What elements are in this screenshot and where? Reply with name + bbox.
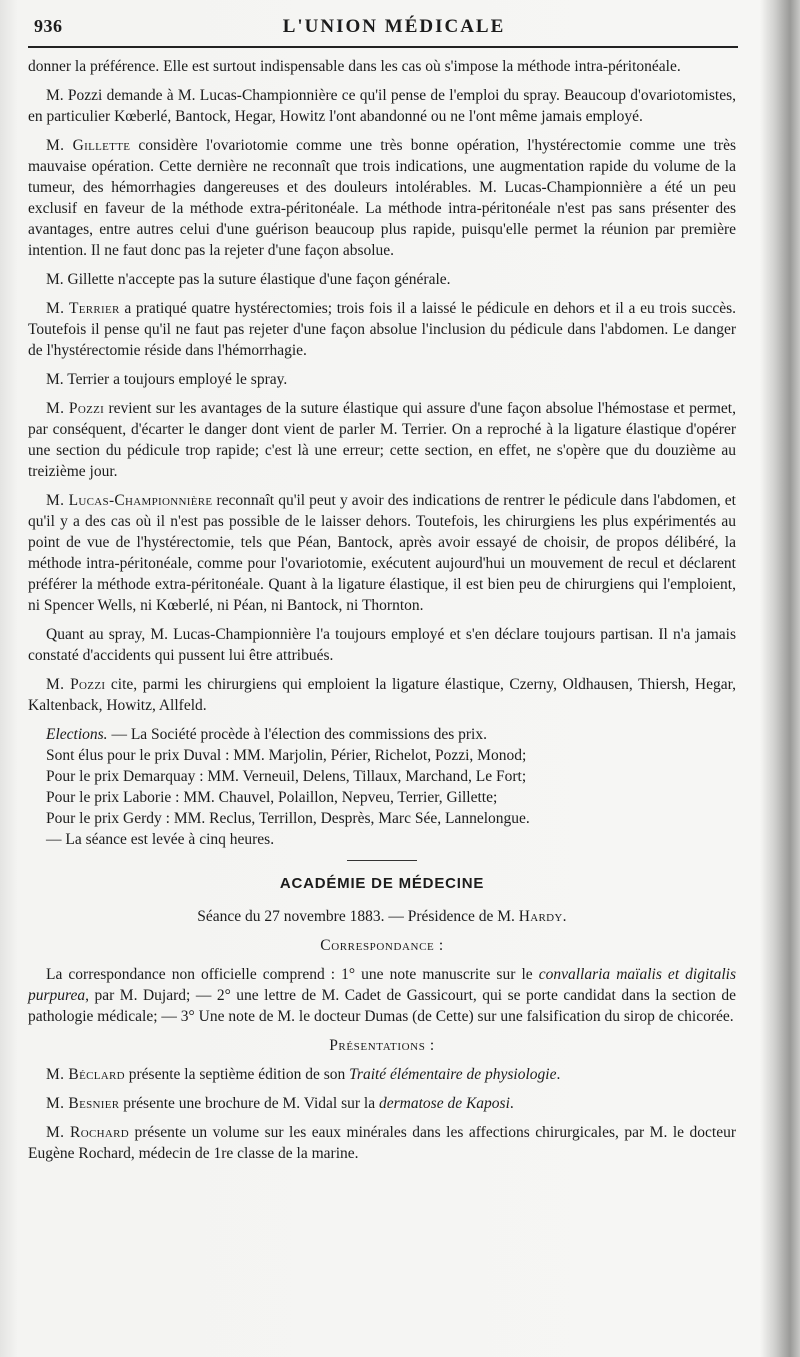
- paragraph-text: La correspondance non officielle comprend : 1° une note manuscrite sur le: [46, 966, 539, 983]
- section-divider: [347, 860, 417, 861]
- seance-line: [28, 906, 736, 927]
- italic-title: convallaria maïalis et digitalis purpurea: [28, 966, 736, 1004]
- paragraph-text: revient sur les avantages de la suture élastique qui assure d'une façon absolue l'hémostase et permet, par conséquent, d'écarter le danger dont vient de parler M. Terrier. On a reproché à la ligature élastique d'opérer une section du pédicule trop rapide; c'est là une erreur; cette section, en effet, ne s'opère que du douzième au treizième jour.: [28, 400, 736, 480]
- paragraph-text: a pratiqué quatre hystérectomies; trois fois il a laissé le pédicule en dehors et il a eu trois succès. Toutefois il pense qu'il ne faut pas rejeter d'une façon absolue l'inclusion du pédicule dans l'abdomen. Le danger de l'hystérectomie réside dans l'hémorrhagie.: [28, 300, 736, 359]
- section-heading: ACADÉMIE DE MÉDECINE: [279, 875, 485, 892]
- paragraph: M. Pozzi demande à M. Lucas-Championnière ce qu'il pense de l'emploi du spray. Beaucoup d'ovariotomistes, en particulier Kœberlé, Bantock, Hegar, Howitz l'ont abandonné ou ne l'ont même jamais employé.: [28, 87, 736, 125]
- paragraph: [28, 1093, 736, 1114]
- paragraph: [28, 398, 736, 482]
- page-number: 936: [34, 16, 63, 36]
- paragraph-text: considère l'ovariotomie comme une très bonne opération, l'hystérectomie comme une très mauvaise opération. Cette dernière ne reconnaît que trois indications, une augmentation rapide du volume de la tumeur, des hémorrhagies dangereuses et des douleurs intolérables. M. Lucas-Championnière a été un peu exclusif en faveur de la méthode extra-péritonéale. La méthode intra-péritonéale n'est pas sans présenter des avantages, entre autres celui d'une guérison beaucoup plus rapide, puisqu'elle permet la réunion par première intention. Il ne faut donc pas la rejeter d'une façon absolue.: [28, 137, 736, 259]
- speaker-name: M. Pozzi: [46, 400, 105, 417]
- speaker-name: M. Besnier: [46, 1095, 120, 1112]
- paragraph: [28, 135, 736, 261]
- paragraph: donner la préférence. Elle est surtout indispensable dans les cas où s'impose la méthode intra-péritonéale.: [28, 58, 681, 75]
- elections-label: Elections.: [46, 726, 108, 743]
- paragraph: Quant au spray, M. Lucas-Championnière l'a toujours employé et s'en déclare toujours partisan. Il n'a jamais constaté d'accidents qui pussent lui être attribués.: [28, 626, 736, 664]
- article-body: [28, 56, 736, 1172]
- election-line: Pour le prix Demarquay : MM. Verneuil, Delens, Tillaux, Marchand, Le Fort;: [46, 768, 527, 785]
- speaker-name: M. Terrier: [46, 300, 120, 317]
- page-header: [34, 12, 754, 40]
- session-closing: — La séance est levée à cinq heures.: [46, 831, 275, 848]
- paragraph-text: , par M. Dujard; — 2° une lettre de M. Cadet de Gassicourt, qui se porte candidat dans la section de pathologie médicale; — 3° Une note de M. le docteur Dumas (de Cette) sur une falsification du sirop de chicorée.: [28, 987, 736, 1025]
- running-title: L'UNION MÉDICALE: [282, 16, 506, 37]
- election-line: Pour le prix Laborie : MM. Chauvel, Polaillon, Nepveu, Terrier, Gillette;: [46, 789, 498, 806]
- elections-paragraph: [28, 724, 736, 745]
- paragraph: [28, 1064, 736, 1085]
- president-name: Hardy.: [518, 908, 567, 925]
- paragraph: [28, 1122, 736, 1164]
- seance-date: Séance du 27 novembre 1883. — Présidence de M.: [197, 908, 519, 925]
- correspondance-heading: Correspondance :: [320, 937, 444, 954]
- paragraph: [28, 964, 736, 1027]
- italic-title: Traité élémentaire de physiologie: [349, 1066, 557, 1083]
- paragraph-text: présente une brochure de M. Vidal sur la: [119, 1095, 379, 1112]
- paragraph-text: reconnaît qu'il peut y avoir des indications de rentrer le pédicule dans l'abdomen, et qu'il y a des cas où il n'est pas possible de le laisser dehors. Toutefois, les chirurgiens les plus expérimentés au point de vue de l'hystérectomie, tels que Péan, Bantock, après avoir essayé de choisir, de propos délibéré, la méthode intra-péritonéale, comme pour l'ovariotomie, exécutent aujourd'hui un mouvement de recul et déclarent préférer la méthode extra-péritonéale. Quant à la ligature élastique, il est bien peu de chirurgiens qui l'emploient, ni Spencer Wells, ni Kœberlé, ni Péan, ni Bantock, ni Thornton.: [28, 492, 736, 614]
- election-line: Sont élus pour le prix Duval : MM. Marjolin, Périer, Richelot, Pozzi, Monod;: [46, 747, 527, 764]
- speaker-name: M. Béclard: [46, 1066, 125, 1083]
- paragraph: [28, 674, 736, 716]
- speaker-name: M. Gillette: [46, 137, 131, 154]
- paragraph-text: .: [556, 1066, 561, 1083]
- paragraph-text: cite, parmi les chirurgiens qui emploient la ligature élastique, Czerny, Oldhausen, Thiersh, Hegar, Kaltenback, Howitz, Allfeld.: [28, 676, 736, 714]
- paragraph-text: présente la septième édition de son: [124, 1066, 350, 1083]
- elections-intro: — La Société procède à l'élection des commissions des prix.: [107, 726, 487, 743]
- speaker-name: M. Lucas-Championnière: [46, 492, 213, 509]
- speaker-name: M. Pozzi: [46, 676, 106, 693]
- election-list: [46, 745, 736, 850]
- paragraph: [28, 490, 736, 616]
- speaker-name: M. Rochard: [46, 1124, 129, 1141]
- paragraph-text: .: [509, 1095, 514, 1112]
- election-line: Pour le prix Gerdy : MM. Reclus, Terrillon, Desprès, Marc Sée, Lannelongue.: [46, 810, 530, 827]
- italic-title: dermatose de Kaposi: [379, 1095, 510, 1112]
- paragraph: [28, 298, 736, 361]
- paragraph: M. Gillette n'accepte pas la suture élastique d'une façon générale.: [46, 271, 451, 288]
- presentations-heading: Présentations :: [329, 1037, 435, 1054]
- paragraph-text: présente un volume sur les eaux minérales dans les affections chirurgicales, par M. le docteur Eugène Rochard, médecin de 1re classe de la marine.: [28, 1124, 736, 1162]
- header-rule: [28, 46, 738, 48]
- paragraph: M. Terrier a toujours employé le spray.: [46, 371, 288, 388]
